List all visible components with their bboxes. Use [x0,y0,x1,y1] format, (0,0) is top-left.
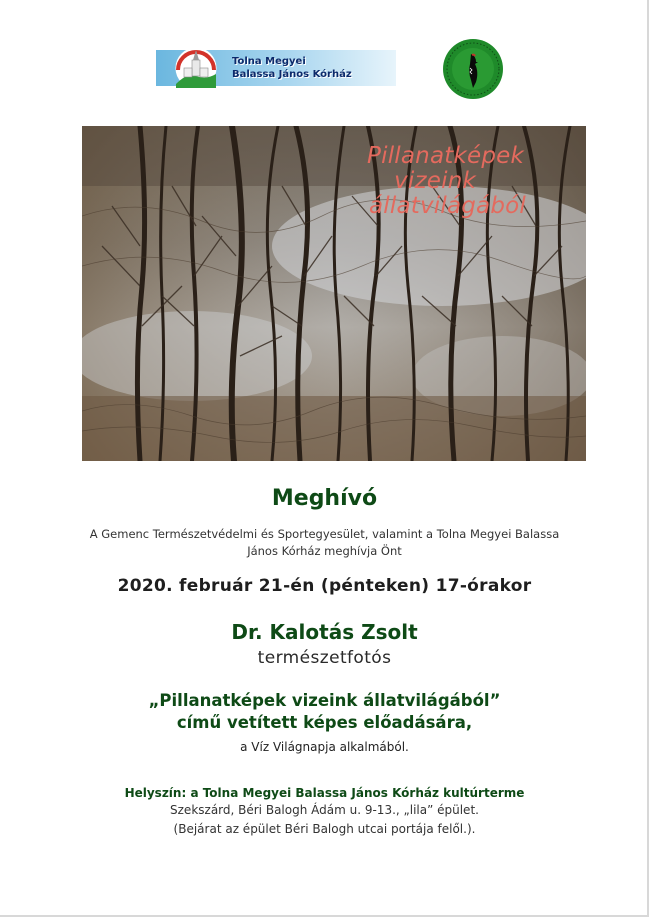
lecture-title [0,690,649,734]
photo-title-line: Pillanatképek [367,143,524,169]
speaker-name: Dr. Kalotás Zsolt [231,620,418,644]
photo-title-line: vizeink [394,168,476,194]
invitation-intro [0,526,649,560]
event-address: Szekszárd, Béri Balogh Ádám u. 9-13., „lila” épület. [170,803,479,817]
invitation-heading: Meghívó [271,486,378,511]
event-occasion: a Víz Világnapja alkalmából. [240,740,409,754]
hospital-logo-text [232,55,352,81]
hospital-logo-line: Balassa János Kórház [232,69,352,80]
event-date: 2020. február 21-én (pénteken) 17-órakor [117,576,532,596]
event-entrance: (Bejárat az épület Béri Balogh utcai portája felől.). [173,822,476,836]
woodpecker-badge-icon [442,38,504,100]
photo-title [367,144,526,219]
lecture-line: című vetített képes előadására, [176,713,473,732]
hospital-logo-line: Tolna Megyei [232,56,306,67]
intro-line: A Gemenc Természetvédelmi és Sportegyesület, valamint a Tolna Megyei Balassa [89,527,560,541]
cover-photo [82,126,586,461]
hospital-logo [156,46,396,90]
intro-line: János Kórház meghívja Önt [247,544,402,558]
photo-title-line: állatvilágából [368,193,526,219]
lecture-line: „Pillanatképek vizeink állatvilágából” [148,691,501,710]
church-hill-emblem-icon [166,46,226,90]
event-venue: Helyszín: a Tolna Megyei Balassa János Kórház kultúrterme [124,786,525,800]
speaker-role: természetfotós [257,648,392,668]
